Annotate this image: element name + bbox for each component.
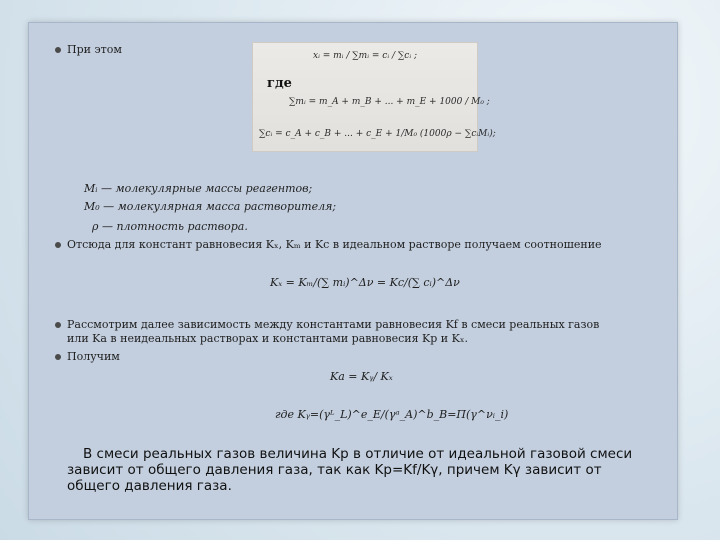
summary-line: общего давления газа.	[67, 478, 232, 494]
formula-line: ∑mᵢ = m_A + m_B + ... + m_E + 1000 / M₀ ;	[289, 97, 490, 107]
paragraph-line: или Ka в неидеальных растворах и константами равновесия Kp и Kₓ.	[67, 332, 469, 345]
equation-ka: Ka = Kᵧ/ Kₓ	[330, 370, 393, 383]
paragraph-line: Рассмотрим далее зависимость между константами равновесия Kf в смеси реальных газов	[67, 318, 600, 331]
equation-kgamma: где Kᵧ=(γᴸ_L)^e_E/(γᵃ_A)^b_B=П(γ^νᵢ_i)	[275, 408, 509, 421]
formula-line: ∑cᵢ = c_A + c_B + ... + c_E + 1/M₀ (1000ρ − ∑cᵢMᵢ);	[259, 129, 496, 139]
intro-line: При этом	[67, 43, 122, 56]
get-label: Получим	[67, 350, 120, 363]
summary-paragraph	[67, 446, 677, 494]
formula-line: xᵢ = mᵢ / ∑mᵢ = cᵢ / ∑cᵢ ;	[313, 51, 418, 61]
definition-m0: M₀ — молекулярная масса растворителя;	[84, 200, 337, 213]
bullet-marker	[55, 47, 61, 53]
where-label: где	[267, 76, 292, 91]
summary-line: зависит от общего давления газа, так как Kp=Kf/Kγ, причем Kγ зависит от	[67, 462, 602, 478]
equation-kx: Kₓ = Kₘ/(∑ mᵢ)^Δν = Kc/(∑ cᵢ)^Δν	[270, 276, 460, 289]
bullet-marker	[55, 354, 61, 360]
summary-line: В смеси реальных газов величина Kp в отличие от идеальной газовой смеси	[83, 446, 633, 462]
bullet-marker	[55, 322, 61, 328]
definition-mi: Mᵢ — молекулярные массы реагентов;	[84, 182, 313, 195]
formula-image	[252, 42, 496, 152]
bullet-marker	[55, 242, 61, 248]
equilibrium-intro: Отсюда для констант равновесия Kₓ, Kₘ и Kc в идеальном растворе получаем соотношение	[67, 238, 602, 251]
definition-rho: ρ — плотность раствора.	[92, 220, 248, 233]
